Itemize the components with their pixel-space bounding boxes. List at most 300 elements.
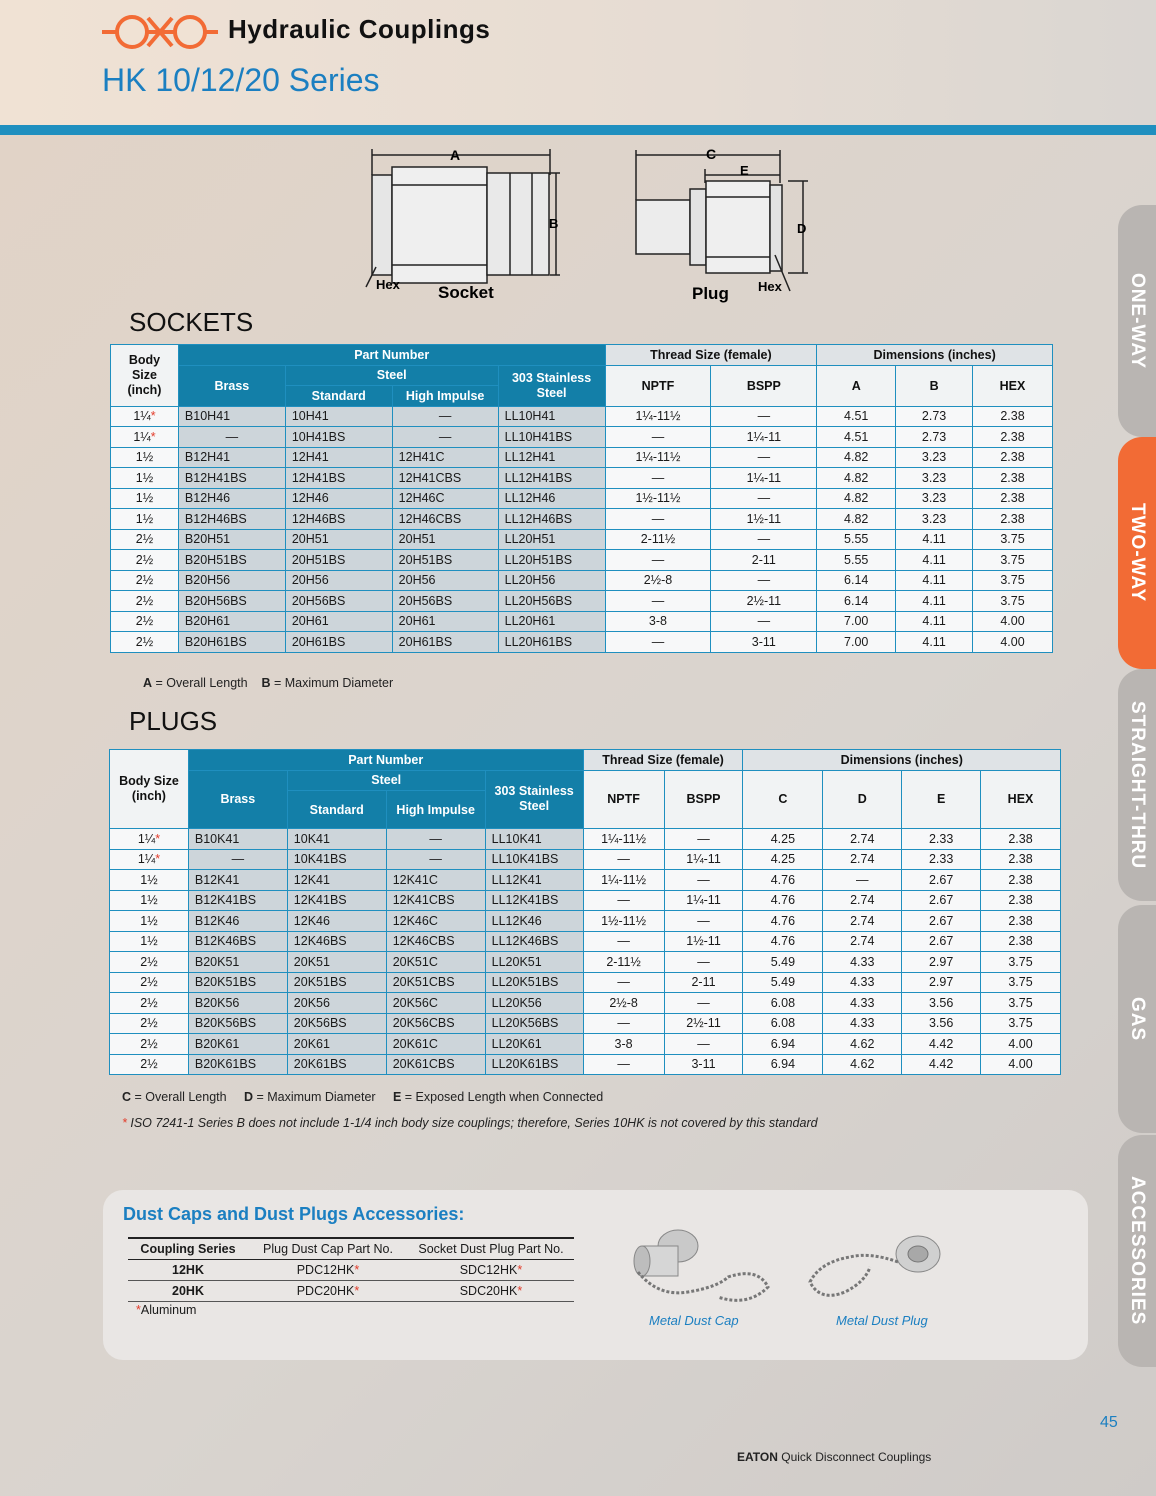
dim-hex [973,509,1053,530]
legend-key: E [392,1090,402,1104]
nptf-size-value: 1½-11½ [601,913,647,928]
metal-dust-plug-image [800,1222,950,1312]
dim-d [823,1054,902,1075]
dim-hex-value: 2.38 [1000,491,1025,506]
footer-text: Quick Disconnect Couplings [777,1450,932,1464]
standard-part-value: 12K41 [293,872,330,887]
dim-a [817,509,896,530]
standard-part [287,972,386,993]
high-impulse-part-value: 12K46C [392,913,438,928]
dim-a [817,488,896,509]
stainless-part-value: LL20H56BS [504,593,573,608]
stainless-part-value: LL20K51 [491,954,542,969]
brand-title: Hydraulic Couplings [228,14,491,44]
dim-hex [973,447,1053,468]
dim-c [743,1013,823,1034]
asterisk: * [354,1262,360,1277]
bspp-size [664,911,743,932]
dim-e-value: 2.67 [928,934,954,949]
col-part-number: Part Number [178,345,605,366]
dim-hex [973,427,1053,448]
high-impulse-part-value: 20K61CBS [392,1057,455,1072]
standard-part [285,570,392,591]
dim-e [902,1013,981,1034]
dim-b-value: 2.73 [921,429,947,444]
nptf-size [605,591,711,612]
dim-c [743,1054,823,1075]
stainless-part [498,488,605,509]
dim-d-value: 4.62 [850,1036,875,1051]
standard-part-value: 20K56BS [293,1016,347,1031]
table-row [111,447,1053,468]
standard-part [285,406,392,427]
dim-hex [981,972,1061,993]
body-size-value: 1¼ [133,409,151,424]
col-nptf: NPTF [605,365,711,406]
col-dimensions: Dimensions (inches) [817,345,1053,366]
nptf-size-value: 1¼-11½ [635,409,681,424]
body-size [110,911,189,932]
body-size-value: 2½ [135,593,154,608]
col-thread-size: Thread Size (female) [583,750,743,771]
high-impulse-part-value: 12K41C [392,872,438,887]
nptf-size-value: 1½-11½ [635,491,681,506]
standard-part [287,993,386,1014]
nptf-size-value: — [617,934,630,949]
body-size [111,488,179,509]
dim-d [823,972,902,993]
standard-part-value: 10K41 [293,831,330,846]
dim-d-value: 4.33 [850,1016,875,1031]
standard-part-value: 12K46 [293,913,330,928]
acc-plug-part [408,1259,574,1280]
stainless-part [498,509,605,530]
table-row [111,529,1053,550]
dim-hex [981,911,1061,932]
nptf-size [605,611,711,632]
stainless-part-value: LL10K41 [491,831,542,846]
body-size [110,1034,189,1055]
dim-c-label: C [706,146,717,162]
brass-part-value: B12K46BS [194,934,257,949]
nptf-size [583,931,664,952]
dim-d-value: 2.74 [850,934,875,949]
bspp-size [711,529,817,550]
brass-part-value: B20H56 [184,573,231,588]
standard-part [285,488,392,509]
acc-col-cap: Plug Dust Cap Part No. [248,1238,408,1259]
bspp-size [664,931,743,952]
bspp-size [711,406,817,427]
dim-b-value: 2.73 [921,409,947,424]
nptf-size-value: — [651,552,665,567]
iso-note [122,1116,818,1130]
dim-b [896,406,973,427]
dim-b [896,570,973,591]
stainless-part-value: LL20H61 [504,614,556,629]
table-row [111,550,1053,571]
col-high-impulse: High Impulse [392,386,498,407]
brass-part [188,890,287,911]
dim-hex-value: 2.38 [1000,511,1025,526]
nptf-size-value: — [651,634,665,649]
dim-d [823,829,902,850]
tab-label: ONE-WAY [1127,272,1148,370]
brass-part [178,406,285,427]
dim-hex [973,550,1053,571]
standard-part [285,529,392,550]
dim-hex [973,570,1053,591]
dim-b-value: 4.11 [922,532,946,547]
standard-part-value: 20K51BS [293,975,347,990]
high-impulse-part-value: 20H56 [398,573,436,588]
standard-part-value: 20K61BS [293,1057,347,1072]
standard-part-value: 12H41 [291,450,329,465]
col-brass: Brass [188,770,287,829]
acc-series: 20HK [128,1280,248,1301]
legend-text: = Maximum Diameter [252,1090,376,1104]
brass-part-value: B20K51BS [194,975,257,990]
asterisk: * [155,831,161,846]
dim-hex [973,591,1053,612]
stainless-part-value: LL12K46BS [491,934,559,949]
col-body-size: Body Size (inch) [111,345,179,407]
legend-text: = Overall Length [131,1090,227,1104]
dim-b [896,447,973,468]
dim-d [823,890,902,911]
dim-c [743,952,823,973]
bspp-size-value: — [697,831,710,846]
tab-two-way[interactable] [1118,437,1156,669]
dim-hex-value: 2.38 [1000,450,1025,465]
standard-part [285,611,392,632]
body-size-value: 1½ [140,913,158,928]
table-row [111,488,1053,509]
brass-part-value: B20K56BS [194,1016,257,1031]
stainless-part-value: LL12H46 [504,491,556,506]
table-row [111,509,1053,530]
dim-d-value: 2.74 [850,852,875,867]
brass-part [178,427,285,448]
body-size [111,632,179,653]
bspp-size [711,447,817,468]
table-row [111,591,1053,612]
nptf-size-value: 2-11½ [640,532,676,547]
table-row [110,829,1061,850]
body-size-value: 2½ [140,975,158,990]
part-no: SDC12HK [459,1262,518,1277]
body-size [110,1054,189,1075]
standard-part [285,468,392,489]
brass-part [188,870,287,891]
legend-text: = Maximum Diameter [270,676,394,690]
dim-c-value: 4.76 [770,893,796,908]
col-c: C [743,770,823,829]
stainless-part [485,870,583,891]
tab-straight-thru[interactable] [1118,669,1156,901]
table-row [111,427,1053,448]
dim-b-value: 3.23 [921,491,947,506]
brass-part [188,972,287,993]
standard-part-value: 12H46BS [291,511,346,526]
dim-hex [981,829,1061,850]
body-size [111,406,179,427]
col-d: D [823,770,902,829]
bspp-size [664,829,743,850]
dim-c-value: 6.94 [770,1036,796,1051]
col-high-impulse: High Impulse [386,791,485,829]
tab-label: TWO-WAY [1127,503,1148,603]
bspp-size-value: 2-11 [751,552,776,567]
dim-hex-value: 2.38 [1008,852,1033,867]
footer [737,1450,931,1464]
stainless-part [498,632,605,653]
dim-hex-value: 2.38 [1008,893,1033,908]
high-impulse-part-value: 12H41C [398,450,445,465]
high-impulse-part-value: 12H41CBS [398,470,462,485]
stainless-part [498,427,605,448]
body-size [110,890,189,911]
standard-part [287,849,386,870]
brass-part-value: B12K46 [194,913,240,928]
brass-part [188,993,287,1014]
bspp-size-value: — [697,1036,710,1051]
dim-c-value: 5.49 [770,975,796,990]
nptf-size-value: — [651,511,665,526]
high-impulse-part [386,993,485,1014]
standard-part-value: 12H46 [291,491,329,506]
tab-accessories[interactable] [1118,1135,1156,1367]
dim-hex [973,529,1053,550]
plug-caption: Plug [692,284,729,303]
bspp-size-value: — [757,450,771,465]
dim-e [902,870,981,891]
dim-hex [981,849,1061,870]
dim-c [743,931,823,952]
body-size-value: 1¼ [133,429,151,444]
body-size [110,931,189,952]
dim-a [817,529,896,550]
col-e: E [902,770,981,829]
dim-hex [981,931,1061,952]
dim-hex-value: 2.38 [1008,934,1033,949]
dust-cap-caption: Metal Dust Cap [649,1313,739,1328]
dim-e-value: 2.67 [928,872,954,887]
brass-part [188,952,287,973]
body-size-value: 1½ [135,470,154,485]
dim-a [817,468,896,489]
dim-d [823,1013,902,1034]
dim-a [817,570,896,591]
dim-e-value: 2.33 [928,831,954,846]
bspp-size-value: 3-11 [751,634,776,649]
col-brass: Brass [178,365,285,406]
dim-b-value: 3.23 [921,511,947,526]
dim-b [896,509,973,530]
dim-a-value: 5.55 [844,552,869,567]
dim-a-value: 4.82 [844,491,869,506]
dim-hex-value: 3.75 [1000,593,1025,608]
table-row [110,1034,1061,1055]
brass-part-value: B12K41 [194,872,240,887]
dim-hex [981,890,1061,911]
brass-part-value: B20K56 [194,995,240,1010]
brass-part-value: B10H41 [184,409,231,424]
plugs-table [109,749,1061,1075]
legend-text: = Exposed Length when Connected [401,1090,604,1104]
dim-e-value: 2.97 [928,954,954,969]
high-impulse-part [392,591,498,612]
dim-e-label: E [740,163,749,178]
standard-part-value: 20H61 [291,614,329,629]
dim-hex-value: 4.00 [1000,634,1025,649]
dim-b [896,611,973,632]
bspp-size [664,972,743,993]
dim-a-value: 6.14 [844,593,869,608]
high-impulse-part-value: — [438,409,452,424]
standard-part [287,952,386,973]
dim-c-value: 4.76 [770,913,796,928]
bspp-size-value: 1¼-11 [746,470,782,485]
socket-caption: Socket [438,283,494,302]
col-thread-size: Thread Size (female) [605,345,817,366]
brass-part [188,911,287,932]
nptf-size [583,849,664,870]
high-impulse-part [392,488,498,509]
high-impulse-part-value: 20H61BS [398,634,453,649]
high-impulse-part [386,890,485,911]
bspp-size-value: 1½-11 [746,511,782,526]
standard-part-value: 10H41BS [291,429,346,444]
plugs-legend [122,1090,603,1104]
high-impulse-part-value: 20H56BS [398,593,453,608]
body-size [111,611,179,632]
table-row [110,911,1061,932]
bspp-size-value: — [757,573,771,588]
standard-part [285,591,392,612]
brass-part-value: B20H61BS [184,634,247,649]
dim-b-value: 3.23 [921,470,947,485]
high-impulse-part-value: 20K51C [392,954,438,969]
dim-e-value: 4.42 [928,1057,954,1072]
brass-part [178,447,285,468]
standard-part-value: 12K46BS [293,934,347,949]
col-bspp: BSPP [664,770,743,829]
high-impulse-part [392,447,498,468]
dim-hex-value: 4.00 [1008,1057,1033,1072]
nptf-size-value: — [651,593,665,608]
body-size-value: 2½ [140,1036,158,1051]
standard-part [287,1034,386,1055]
dim-a-label: A [450,147,461,163]
dim-b-value: 4.11 [922,593,946,608]
body-size [111,427,179,448]
dim-b [896,591,973,612]
stainless-part-value: LL12K46 [491,913,542,928]
plug-drawing [636,150,808,291]
standard-part-value: 10K41BS [293,852,347,867]
tab-one-way[interactable] [1118,205,1156,437]
stainless-part-value: LL12H41 [504,450,556,465]
dim-d [823,952,902,973]
high-impulse-part [386,952,485,973]
bspp-size-value: 2½-11 [686,1016,721,1031]
dim-c [743,870,823,891]
brass-part-value: B20H56BS [184,593,247,608]
nptf-size [583,890,664,911]
brass-part-value: B20H51 [184,532,231,547]
stainless-part [498,611,605,632]
bspp-size-value: — [757,532,771,547]
dim-hex-value: 3.75 [1000,552,1025,567]
nptf-size-value: 2½-8 [609,995,638,1010]
nptf-size-value: 1¼-11½ [635,450,681,465]
stainless-part-value: LL12K41 [491,872,542,887]
stainless-part [485,890,583,911]
tab-label: ACCESSORIES [1127,1176,1148,1326]
dim-e [902,1034,981,1055]
brass-part-value: B20K51 [194,954,240,969]
dim-a-value: 4.51 [844,429,869,444]
body-size-value: 1½ [140,893,158,908]
stainless-part-value: LL20K61 [491,1036,542,1051]
bspp-size [664,849,743,870]
standard-part [285,427,392,448]
tab-gas[interactable] [1118,905,1156,1133]
accessories-footnote [136,1303,196,1317]
nptf-size [583,952,664,973]
body-size-value: 1½ [135,491,154,506]
nptf-size-value: — [617,975,630,990]
body-size-value: 2½ [140,954,158,969]
bspp-size-value: 1¼-11 [686,852,721,867]
standard-part-value: 12K41BS [293,893,347,908]
col-hex: HEX [973,365,1053,406]
stainless-part [498,468,605,489]
dim-d [823,849,902,870]
dim-a-value: 5.55 [844,532,869,547]
dim-a-value: 4.82 [844,470,869,485]
high-impulse-part [392,509,498,530]
dim-c [743,890,823,911]
standard-part-value: 20H56 [291,573,329,588]
stainless-part-value: LL10H41 [504,409,556,424]
brass-part-value: B10K41 [194,831,240,846]
high-impulse-part-value: 20K56C [392,995,438,1010]
table-row [110,870,1061,891]
plugs-heading: PLUGS [129,706,218,736]
brass-part-value: B12H46 [184,491,231,506]
high-impulse-part [392,468,498,489]
body-size [111,468,179,489]
dim-b [896,488,973,509]
page-number: 45 [1100,1414,1118,1431]
dim-b-label: B [549,216,559,231]
bspp-size [664,890,743,911]
bspp-size [664,952,743,973]
stainless-part [485,993,583,1014]
stainless-part-value: LL10H41BS [504,429,573,444]
nptf-size [605,529,711,550]
body-size-value: 2½ [135,573,154,588]
col-a: A [817,365,896,406]
tab-label: GAS [1127,996,1148,1042]
stainless-part-value: LL12H46BS [504,511,573,526]
high-impulse-part [392,529,498,550]
asterisk: * [150,409,156,424]
oko-logo [100,12,220,52]
body-size [110,1013,189,1034]
